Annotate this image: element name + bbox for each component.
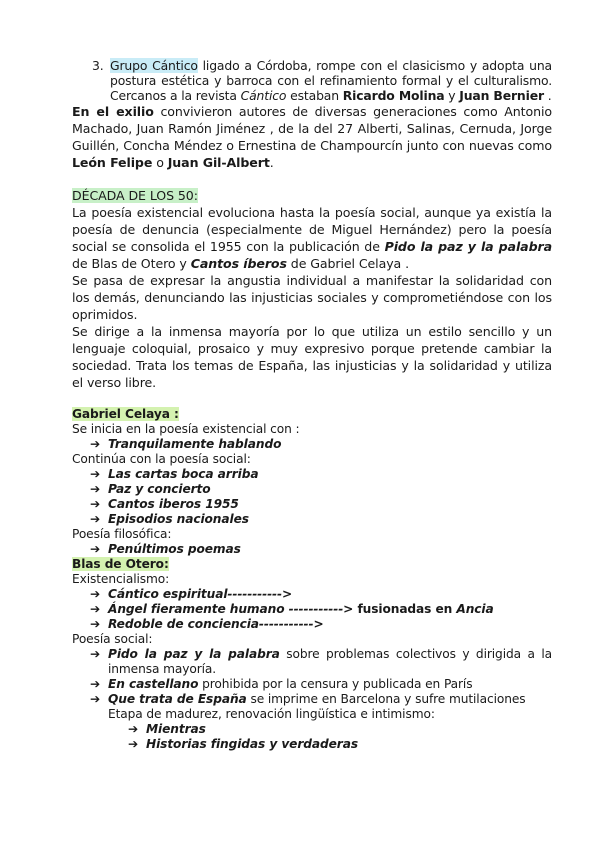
celaya-intro-existential: Se inicia en la poesía existencial con : (72, 422, 300, 436)
arrow-icon: ➔ (128, 722, 139, 736)
arrow-icon: ➔ (90, 602, 101, 616)
arrow-icon: ➔ (90, 512, 101, 526)
arrow-icon: ➔ (90, 437, 101, 451)
arrow-icon: ➔ (90, 587, 101, 601)
list-item: ➔ Paz y concierto (90, 482, 211, 496)
list-item: ➔ Cantos iberos 1955 (90, 497, 239, 511)
otero-intro-social: Poesía social: (72, 632, 153, 646)
group-name-highlight: Grupo Cántico (110, 58, 198, 73)
list-item: ➔ Tranquilamente hablando (90, 437, 282, 451)
arrow-icon: ➔ (90, 542, 101, 556)
celaya-heading: Gabriel Celaya : (72, 407, 179, 421)
otero-intro-existential: Existencialismo: (72, 572, 170, 586)
arrow-icon: ➔ (90, 482, 101, 496)
arrow-icon: ➔ (90, 617, 101, 631)
list-item: ➔ Redoble de conciencia-----------> (90, 617, 324, 631)
item-number: 3. (92, 58, 104, 73)
list-item: ➔ Cántico espiritual-----------> (90, 587, 293, 601)
list-item: ➔ Episodios nacionales (90, 512, 249, 526)
otero-section (72, 557, 552, 752)
list-item: ➔ Pido la paz y la palabra sobre problemas colectivos y dirigida a la inmensa mayoría. (90, 647, 553, 676)
arrow-icon: ➔ (90, 677, 101, 691)
list-item: ➔ Historias fingidas y verdaderas (128, 737, 358, 751)
list-item: ➔ Penúltimos poemas (90, 542, 241, 556)
arrow-icon: ➔ (128, 737, 139, 751)
arrow-icon: ➔ (90, 467, 101, 481)
celaya-intro-philo: Poesía filosófica: (72, 527, 172, 541)
celaya-section (72, 407, 552, 557)
celaya-intro-social: Continúa con la poesía social: (72, 452, 251, 466)
document-page (72, 58, 552, 752)
list-item: ➔ Que trata de España se imprime en Barcelona y sufre mutilaciones (90, 692, 526, 706)
decade-paragraph-1: La poesía existencial evoluciona hasta la poesía social, aunque ya existía la poesía de denuncia (especialmente de Miguel Hernández) pero la poesía social se consolida el 1955 con la publicación de Pido la paz y la palabra de Blas de Otero y Cantos íberos de Gabriel Celaya . (72, 205, 552, 271)
list-item: ➔ Mientras (128, 722, 206, 736)
otero-maturity: Etapa de madurez, renovación lingüística e intimismo: (108, 707, 435, 721)
decade-heading: DÉCADA DE LOS 50: (72, 188, 198, 203)
item-3-text: Grupo Cántico ligado a Córdoba, rompe con el clasicismo y adopta una postura estética y barroca con el refinamiento formal y el culturalismo. Cercanos a la revista Cántico estaban Ricardo Molina y Juan Bernier . (110, 58, 552, 103)
arrow-icon: ➔ (90, 497, 101, 511)
list-item: ➔ Las cartas boca arriba (90, 467, 259, 481)
numbered-item-3 (72, 58, 552, 103)
otero-heading: Blas de Otero: (72, 557, 169, 571)
list-item: ➔ En castellano prohibida por la censura y publicada en París (90, 677, 473, 691)
arrow-icon: ➔ (90, 692, 101, 706)
list-item: ➔ Ángel fieramente humano -----------> fusionadas en Ancia (90, 602, 494, 616)
arrow-icon: ➔ (90, 647, 101, 661)
decade-paragraph-3: Se dirige a la inmensa mayoría por lo que utiliza un estilo sencillo y un lenguaje coloquial, prosaico y muy expresivo porque pretende cambiar la sociedad. Trata los temas de España, las injusticias y la solidaridad y utiliza el verso libre. (72, 324, 552, 390)
decade-paragraph-2: Se pasa de expresar la angustia individual a manifestar la solidaridad con los demás, denunciando las injusticias sociales y comprometiéndose con los oprimidos. (72, 273, 552, 322)
exile-paragraph: En el exilio convivieron autores de diversas generaciones como Antonio Machado, Juan Ramón Jiménez , de la del 27 Alberti, Salinas, Cernuda, Jorge Guillén, Concha Méndez o Ernestina de Champourcín junto con nuevas como León Felipe o Juan Gil-Albert. (72, 104, 552, 170)
